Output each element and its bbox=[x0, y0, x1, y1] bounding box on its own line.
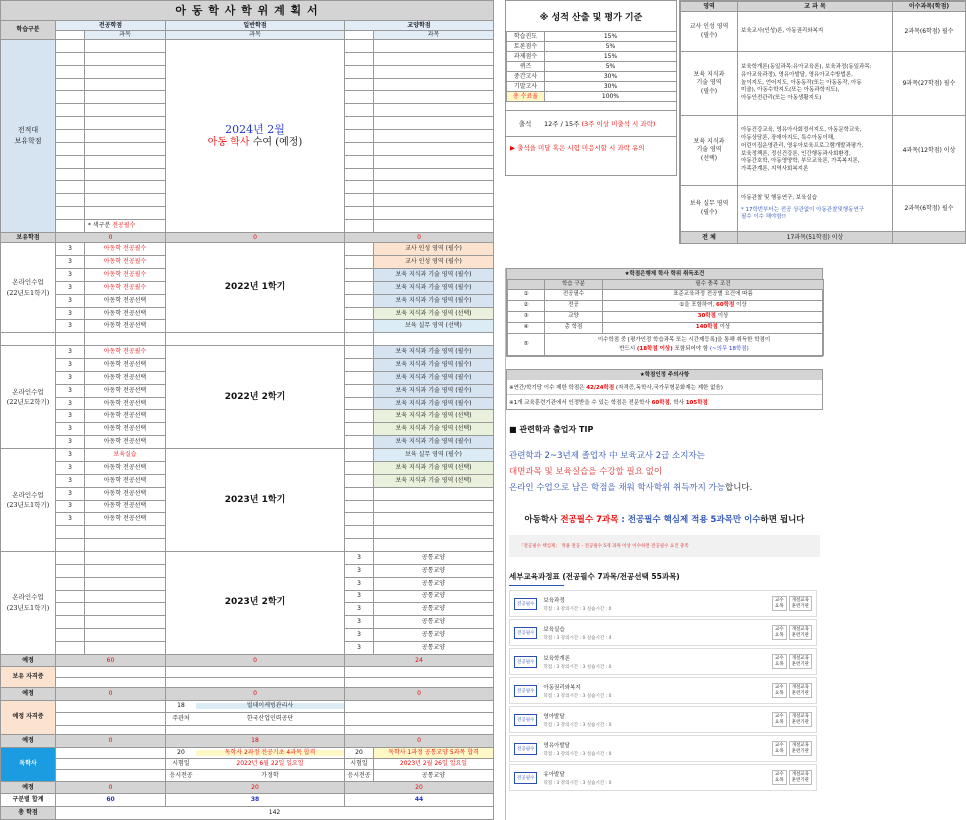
detail-course-item[interactable] bbox=[509, 706, 817, 733]
institutions-button[interactable]: 개설교육 훈련기관 bbox=[789, 654, 812, 669]
liberal-credit: 3 bbox=[345, 577, 374, 590]
syllabus-button[interactable]: 교수 요목 bbox=[772, 741, 787, 756]
liberal-credit bbox=[345, 526, 374, 539]
liberal-credit bbox=[345, 243, 374, 256]
curriculum-subjects: 아동관찰 및 행동연구, 보육실습 * 17학번부터는 전공 상관없이 아동관찰및행동연구 필수 이수 해야함!! bbox=[738, 186, 893, 232]
caution-line-2: ※1개 교육훈련기관에서 인정받을 수 있는 학점은 전문학사 60학점, 학사 105학점 bbox=[509, 400, 708, 406]
major-course: 아동학 전공필수 bbox=[85, 243, 166, 256]
liberal-course: 보육 지식과 기술 영역 (필수) bbox=[374, 359, 494, 372]
major-course: 아동학 전공선택 bbox=[85, 371, 166, 384]
major-credit bbox=[56, 577, 85, 590]
liberal-course: 보육 지식과 기술 영역 (필수) bbox=[374, 269, 494, 282]
major-course bbox=[85, 564, 166, 577]
major-credit: 3 bbox=[56, 359, 85, 372]
grading-row: 학습진도 15% bbox=[507, 32, 677, 42]
required-badge: 전공필수 bbox=[514, 598, 537, 610]
major-credit: 3 bbox=[56, 371, 85, 384]
cert-org: 한국산업인력공단 bbox=[246, 714, 294, 722]
degree-requirements bbox=[506, 268, 823, 357]
major-credit bbox=[56, 551, 85, 564]
cert-label: 예정 자격증 bbox=[1, 700, 56, 734]
total-row: 총 학점 142 bbox=[1, 806, 494, 819]
detail-course-item[interactable] bbox=[509, 648, 817, 675]
major-credit: 3 bbox=[56, 269, 85, 282]
col-group-header: 학습구분 bbox=[1, 21, 56, 40]
tip-summary: 아동학사 전공필수 7과목 : 전공필수 핵심제 적용 5과목만 이수하면 됩니다 bbox=[524, 515, 805, 525]
liberal-credit bbox=[345, 307, 374, 320]
institutions-button[interactable]: 개설교육 훈련기관 bbox=[789, 712, 812, 727]
major-course bbox=[85, 526, 166, 539]
major-credit: 3 bbox=[56, 449, 85, 462]
major-credit bbox=[56, 526, 85, 539]
expected-row-2: 예정 0 0 0 bbox=[1, 688, 494, 701]
major-course: 아동학 전공선택 bbox=[85, 384, 166, 397]
req-row: ⑤ 이수학점 중 [평가인정 학습과목 또는 시간제등록]을 통해 취득한 학점이 반드시 (18학점 이상) 포함되어야 함 (~의무 18학점) bbox=[508, 334, 824, 356]
subtotal-row: 구분별 합계 60 38 44 bbox=[1, 794, 494, 807]
course-row bbox=[1, 346, 494, 359]
institutions-button[interactable]: 개설교육 훈련기관 bbox=[789, 683, 812, 698]
held-cert-label: 보유 자격증 bbox=[1, 667, 56, 688]
liberal-credit bbox=[345, 256, 374, 269]
tip-section bbox=[506, 424, 823, 493]
hold-row: 보유학점 0 0 0 bbox=[1, 232, 494, 242]
major-credit: 3 bbox=[56, 256, 85, 269]
liberal-course: 보육 지식과 기술 영역 (선택) bbox=[374, 423, 494, 436]
course-name: 영유아발달 bbox=[543, 742, 570, 749]
liberal-credit bbox=[345, 436, 374, 449]
req-row: ① 전공필수 표준교육과정 전공별 요건에 따름 bbox=[508, 290, 824, 301]
liberal-course: 공통교양 bbox=[374, 641, 494, 654]
major-course bbox=[85, 577, 166, 590]
course-row bbox=[1, 449, 494, 462]
liberal-credit bbox=[345, 449, 374, 462]
liberal-course: 보육 지식과 기술 영역 (필수) bbox=[374, 436, 494, 449]
banner-year: 2024년 2월 bbox=[225, 122, 285, 136]
institutions-button[interactable]: 개설교육 훈련기관 bbox=[789, 741, 812, 756]
curriculum-subjects: 아동건강교육, 영유아사회정서지도, 아동문학교육, 아동상담론, 장애아지도, 특수아동이해, 어린이집운영관리, 영유아보육프로그램개발과평가, 보육정책론, 정신건강론, 인간행동과사회환경, 아동간호학, 아동영양학, 부모교육론, 가족복지론, 가족관계론, 지역사회복지론 bbox=[738, 116, 893, 186]
tip-title: ■ 관련학과 출업자 TIP bbox=[509, 425, 594, 434]
liberal-course: 보육 지식과 기술 영역 (선택) bbox=[374, 474, 494, 487]
major-course: 아동학 전공필수 bbox=[85, 281, 166, 294]
degree-banner: 2024년 2월 아동 학사 수여 (예정) bbox=[166, 40, 345, 233]
curriculum-note: * 17학번부터는 전공 상관없이 아동관찰및행동연구 필수 이수 해야함!! bbox=[741, 206, 865, 221]
major-course: 아동학 전공선택 bbox=[85, 320, 166, 333]
syllabus-button[interactable]: 교수 요목 bbox=[772, 596, 787, 611]
liberal-credit bbox=[345, 384, 374, 397]
liberal-course: 공통교양 bbox=[374, 551, 494, 564]
institutions-button[interactable]: 개설교육 훈련기관 bbox=[789, 596, 812, 611]
liberal-course: 보육 지식과 기술 영역 (필수) bbox=[374, 294, 494, 307]
curriculum-grid: 영역 교 과 목 이수과목(학점) 교사 인성 영역 (필수) 보육교사(인성)론, 아동권리와복지 2과목(6학점) 필수 보육 지식과 기술 영역 (필수) 보육학개론(동일과목:유아교육론), 보육과정(동일과목: 유아교육과정), 영유아발달, 영유아교수방법론, 놀이지도, 언어지도, 아동동작(또는 아동동작, 아동 미술), 아동수학지도(또는 아동과학지도), 아동안전관리(또는 아동생활지도) 9과목(27학점) 필수 보육 지식과 기술 영역 (선택) 아동건강교육, 영유아사회정서지도, 아동문학교육, 아동상담론, 장애아지도, 특수아동이해, 어린이집운영관리, 영유아보육프로그램개발과평가, 보육정책론, 정신건강론, 인간행동과사회환경, 아동간호학, 아동영양학, 부모교육론, 가족복지론, 가족관계론, 지역사회복지론 4과목(12학점) 이상 보육 실무 영역 (필수) 아동관찰 및 행동연구, 보육실습 * 17학번부터는 전공 상관없이 아동관찰및행동연구 필수 이수 해야함!! 2과목(6학점) 필수 전 체 17과목(51학점) 이상 bbox=[680, 1, 966, 244]
grading-row: 총 수료율 100% bbox=[507, 92, 677, 102]
course-meta: 학점 : 3 강의시간 : 3 실습시간 : 0 bbox=[543, 606, 612, 612]
course-meta: 학점 : 3 강의시간 : 0 실습시간 : 4 bbox=[543, 635, 612, 641]
curriculum-area: 교사 인성 영역 (필수) bbox=[681, 12, 738, 52]
major-course: 아동학 전공선택 bbox=[85, 410, 166, 423]
liberal-course: 보육 지식과 기술 영역 (필수) bbox=[374, 397, 494, 410]
tip-line-1: 관련학과 2~3년제 졸업자 中 보육교사 2급 소지자는 bbox=[509, 451, 705, 461]
syllabus-button[interactable]: 교수 요목 bbox=[772, 654, 787, 669]
liberal-credit bbox=[345, 513, 374, 526]
col-major-header: 전공학점 bbox=[56, 21, 166, 31]
expected-row-1: 예정 60 0 24 bbox=[1, 654, 494, 667]
curriculum-row bbox=[681, 52, 966, 116]
major-course bbox=[85, 616, 166, 629]
liberal-credit bbox=[345, 539, 374, 552]
major-credit: 3 bbox=[56, 474, 85, 487]
grading-warning: ▶ 출석을 미달 혹은 시험 미응시할 시 과락 유의 bbox=[506, 136, 676, 158]
major-course: 아동학 전공선택 bbox=[85, 307, 166, 320]
major-credit: 3 bbox=[56, 320, 85, 333]
required-badge: 전공필수 bbox=[514, 714, 537, 726]
liberal-credit bbox=[345, 410, 374, 423]
semester-label: 온라인수업 (23년도1학기) bbox=[1, 449, 56, 552]
detail-title: 세부교육과정표 (전공필수 7과목/전공선택 55과목) bbox=[509, 572, 680, 581]
major-course: 아동학 전공선택 bbox=[85, 294, 166, 307]
major-course bbox=[85, 590, 166, 603]
detail-course-item[interactable] bbox=[509, 764, 817, 791]
semester-term: 2022년 2학기 bbox=[166, 346, 345, 449]
major-course: 아동학 전공선택 bbox=[85, 436, 166, 449]
course-meta: 학점 : 3 강의시간 : 3 실습시간 : 0 bbox=[543, 751, 612, 757]
major-credit bbox=[56, 603, 85, 616]
tip-line-3: 온라인 수업으로 남은 학점을 채워 학사학위 취득까지 가능합니다. bbox=[509, 483, 753, 493]
curriculum-area: 보육 지식과 기술 영역 (필수) bbox=[681, 52, 738, 116]
liberal-credit bbox=[345, 320, 374, 333]
major-credit: 3 bbox=[56, 436, 85, 449]
major-credit: 3 bbox=[56, 281, 85, 294]
detail-course-list bbox=[509, 590, 817, 791]
major-course: 아동학 전공선택 bbox=[85, 397, 166, 410]
detail-course-item[interactable] bbox=[509, 590, 817, 617]
cert-name: 빌데이케빙관리사 bbox=[196, 703, 344, 709]
course-row bbox=[1, 243, 494, 256]
liberal-course: 공통교양 bbox=[374, 629, 494, 642]
caution-title: ★학점인정 주의사항 bbox=[507, 370, 822, 380]
attendance-row bbox=[506, 110, 676, 136]
major-course: 아동학 전공필수 bbox=[85, 269, 166, 282]
curriculum-subjects: 보육교사(인성)론, 아동권리와복지 bbox=[738, 12, 893, 52]
liberal-course: 보육 지식과 기술 영역 (필수) bbox=[374, 384, 494, 397]
col-course: 과목 bbox=[85, 31, 166, 40]
curriculum-row bbox=[681, 12, 966, 52]
course-meta: 학점 : 3 강의시간 : 3 실습시간 : 0 bbox=[543, 664, 612, 670]
col-course: 과목 bbox=[166, 31, 345, 40]
liberal-course: 보육 지식과 기술 영역 (필수) bbox=[374, 371, 494, 384]
liberal-course: 공통교양 bbox=[374, 616, 494, 629]
liberal-credit: 3 bbox=[345, 551, 374, 564]
req-row: ③ 교양 30학점 이상 bbox=[508, 312, 824, 323]
tip-line-2: 대면과목 및 보육실습을 수강할 필요 없이 bbox=[509, 467, 663, 477]
detail-course-item[interactable] bbox=[509, 677, 817, 704]
degree-plan-table: 아 동 학 사 학 위 계 획 서 학습구분 전공학점 일반학점 교양학점 과목 과목 과목 전적대 보유학점 2024년 2월 아동 학사 수여 (예정) * 색구분 전공필수 보유학점 0 0 0 온라인수업 (22년도1학기) 3 아동학 전공필수 2022년 1학기 교사 인성 영역 (필수) 3 아동학 전공필수 교사 인성 영역 (필수) 3 아동학 전공필수 보육 지식과 기술 영역 (필수) 3 아동학 전공필수 보육 지식과 기술 영역 (필수) 3 아동학 전공선택 보육 지식과 기술 영역 (필수) 3 아동학 전공선택 보육 지식과 기술 영역 (선택) 3 아동학 전공선택 보육 실무 영역 (선택) 온라인수업 (22년도2학기) 3 아동학 전공필수 2022년 2학기 보육 지식과 기술 영역 (필수) 3 아동학 전공선택 보육 지식과 기술 영역 (필수) 3 아동학 전공선택 보육 지식과 기술 영역 (필수) 3 아동학 전공선택 보육 지식과 기술 영역 (필수) 3 아동학 전공선택 보육 지식과 기술 영역 (필수) 3 아동학 전공선택 보육 지식과 기술 영역 (선택) 3 아동학 전공선택 보육 지식과 기술 영역 (선택) 3 아동학 전공선택 보육 지식과 기술 영역 (필수) 온라인수업 (23년도1학기) 3 보육실습 2023년 1학기 보육 실무 영역 (필수) 3 아동학 전공선택 보육 지식과 기술 영역 (선택) 3 아동학 전공선택 보육 지식과 기술 영역 (선택) 3 아동학 전공선택 3 아동학 전공선택 3 아동학 전공선택 온라인수업 (23년도1학기) 2023년 2학기 3 공통교양 3 공통교양 3 공통교양 3 공통교양 3 공통교양 3 공통교양 3 공통교양 3 공통교양 예정 60 0 24 보유 자격증 예정 0 0 0 예정 자격증 18 빌데이케빙관리사 주관처 한국산업인력공단 예정 0 18 0 독학사 20 독학사 2과정 전공기초 4과목 합격 20 독학사 1과정 공통교양 5과목 합격 시험일 2022년 6월 22일 일요일 시험일 2023년 2월 26일 일요일 응시전공 가정학 응시전공 공통교양 예정 0 20 20 구분별 합계 60 38 44 총 학점 142 bbox=[0, 0, 494, 820]
col-course: 과목 bbox=[374, 31, 494, 40]
curriculum-row bbox=[681, 116, 966, 186]
liberal-course: 보육 지식과 기술 영역 (선택) bbox=[374, 461, 494, 474]
col-liberal-header: 교양학점 bbox=[345, 21, 494, 31]
major-credit bbox=[56, 616, 85, 629]
retained-credits-label: 전적대 보유학점 bbox=[1, 40, 56, 233]
curriculum-area: 보육 지식과 기술 영역 (선택) bbox=[681, 116, 738, 186]
detail-course-item[interactable] bbox=[509, 735, 817, 762]
liberal-credit bbox=[345, 423, 374, 436]
grading-row: 퀴즈 5% bbox=[507, 62, 677, 72]
liberal-credit: 3 bbox=[345, 590, 374, 603]
syllabus-button[interactable]: 교수 요목 bbox=[772, 770, 787, 785]
major-course: 보육실습 bbox=[85, 449, 166, 462]
major-course bbox=[85, 641, 166, 654]
liberal-course: 보육 지식과 기술 영역 (필수) bbox=[374, 281, 494, 294]
curriculum-credits: 4과목(12학점) 이상 bbox=[893, 116, 966, 186]
liberal-credit bbox=[345, 346, 374, 359]
major-credit bbox=[56, 590, 85, 603]
curriculum-area: 보육 실무 영역 (필수) bbox=[681, 186, 738, 232]
liberal-credit bbox=[345, 397, 374, 410]
liberal-credit bbox=[345, 294, 374, 307]
syllabus-button[interactable]: 교수 요목 bbox=[772, 712, 787, 727]
major-credit: 3 bbox=[56, 423, 85, 436]
major-credit bbox=[56, 539, 85, 552]
major-course: 아동학 전공필수 bbox=[85, 346, 166, 359]
curriculum-header: 영역 bbox=[681, 2, 738, 12]
course-name: 유아발달 bbox=[543, 771, 565, 778]
curriculum-row bbox=[681, 186, 966, 232]
tip-note: 「전공필수 핵심제」 적용 전공 - 전공필수 5개 과목 이상 이수하면 전공필수 요건 충족 bbox=[509, 535, 820, 557]
liberal-course: 교사 인성 영역 (필수) bbox=[374, 256, 494, 269]
major-credit: 3 bbox=[56, 294, 85, 307]
major-course bbox=[85, 629, 166, 642]
required-badge: 전공필수 bbox=[514, 743, 537, 755]
grading-row: 과제점수 15% bbox=[507, 52, 677, 62]
course-name: 영아발달 bbox=[543, 713, 565, 720]
course-meta: 학점 : 3 강의시간 : 3 실습시간 : 0 bbox=[543, 722, 612, 728]
course-name: 보육과정 bbox=[543, 597, 565, 604]
major-credit bbox=[56, 564, 85, 577]
major-credit: 3 bbox=[56, 307, 85, 320]
req-row: ④ 총 학점 140학점 이상 bbox=[508, 323, 824, 334]
dokhaksa-label: 독학사 bbox=[1, 747, 56, 781]
major-credit: 3 bbox=[56, 397, 85, 410]
institutions-button[interactable]: 개설교육 훈련기관 bbox=[789, 770, 812, 785]
curriculum-subjects: 보육학개론(동일과목:유아교육론), 보육과정(동일과목: 유아교육과정), 영유아발달, 영유아교수방법론, 놀이지도, 언어지도, 아동동작(또는 아동동작, 아동 미술), 아동수학지도(또는 아동과학지도), 아동안전관리(또는 아동생활지도) bbox=[738, 52, 893, 116]
syllabus-button[interactable]: 교수 요목 bbox=[772, 683, 787, 698]
required-badge: 전공필수 bbox=[514, 656, 537, 668]
grading-title: ※ 성적 산출 및 평가 기준 bbox=[539, 12, 643, 23]
course-row bbox=[1, 551, 494, 564]
course-name: 보육학개론 bbox=[543, 655, 570, 662]
major-credit: 3 bbox=[56, 487, 85, 500]
liberal-course bbox=[374, 539, 494, 552]
detail-title-underline bbox=[509, 585, 564, 586]
liberal-credit: 3 bbox=[345, 616, 374, 629]
major-course: 아동학 전공필수 bbox=[85, 256, 166, 269]
grading-row: 기말고사 30% bbox=[507, 82, 677, 92]
liberal-credit bbox=[345, 281, 374, 294]
req-table: 학습 구분 필수 충족 조건 ① 전공필수 표준교육과정 전공별 요건에 따름 ② 전공 ①을 포함하여, 60학점 이상 ③ 교양 30학점 이상 ④ 총 학점 140학점 이상 ⑤ 이수학점 중 [평가인정 학습과목 또는 시간제등록]을 통해 취득한 학점이 반드시 (18학점 이상) 포함되어야 함 (~의무 18학점) bbox=[507, 279, 824, 356]
major-credit: 3 bbox=[56, 410, 85, 423]
liberal-course: 보육 실무 영역 (선택) bbox=[374, 320, 494, 333]
liberal-course: 보육 실무 영역 (필수) bbox=[374, 449, 494, 462]
caution-line-1: ※연간/학기당 이수 제한 학점은 42/24학점 (자격증,독학사,국가무형문화재는 제한 없음) bbox=[507, 380, 822, 395]
course-name: 아동권리와복지 bbox=[543, 684, 581, 691]
liberal-course: 공통교양 bbox=[374, 590, 494, 603]
attendance-label: 출석 bbox=[518, 120, 532, 128]
major-credit: 3 bbox=[56, 500, 85, 513]
curriculum-table bbox=[679, 0, 966, 244]
major-course bbox=[85, 539, 166, 552]
liberal-credit: 3 bbox=[345, 603, 374, 616]
major-credit bbox=[56, 629, 85, 642]
grading-row: 중간고사 30% bbox=[507, 72, 677, 82]
col-general-header: 일반학점 bbox=[166, 21, 345, 31]
course-name: 보육실습 bbox=[543, 626, 565, 633]
liberal-credit bbox=[345, 461, 374, 474]
detail-course-item[interactable] bbox=[509, 619, 817, 646]
curriculum-credits: 2과목(6학점) 필수 bbox=[893, 12, 966, 52]
liberal-credit: 3 bbox=[345, 564, 374, 577]
expected-row-3: 예정 0 18 0 bbox=[1, 735, 494, 748]
required-badge: 전공필수 bbox=[514, 772, 537, 784]
major-course: 아동학 전공선택 bbox=[85, 513, 166, 526]
req-title: ★학점은행제 학사 학위 취득조건 bbox=[507, 269, 822, 279]
liberal-credit bbox=[345, 474, 374, 487]
req-row: ② 전공 ①을 포함하여, 60학점 이상 bbox=[508, 301, 824, 312]
liberal-credit: 3 bbox=[345, 629, 374, 642]
major-course: 아동학 전공선택 bbox=[85, 359, 166, 372]
grading-criteria bbox=[505, 0, 677, 176]
major-credit: 3 bbox=[56, 384, 85, 397]
grading-table bbox=[506, 31, 677, 102]
major-course bbox=[85, 603, 166, 616]
liberal-course bbox=[374, 487, 494, 500]
course-meta: 학점 : 3 강의시간 : 3 실습시간 : 0 bbox=[543, 693, 612, 699]
liberal-course: 보육 지식과 기술 영역 (선택) bbox=[374, 307, 494, 320]
semester-term: 2023년 1학기 bbox=[166, 449, 345, 552]
major-credit: 3 bbox=[56, 346, 85, 359]
semester-label: 온라인수업 (22년도1학기) bbox=[1, 243, 56, 333]
semester-label: 온라인수업 (22년도2학기) bbox=[1, 346, 56, 449]
attendance-value: 12주 / 15주 bbox=[544, 120, 580, 128]
attendance-note: (3주 이상 미출석 시 과락) bbox=[581, 120, 656, 128]
liberal-credit bbox=[345, 371, 374, 384]
major-course: 아동학 전공선택 bbox=[85, 487, 166, 500]
expected-row-4: 예정 0 20 20 bbox=[1, 781, 494, 794]
liberal-course: 공통교양 bbox=[374, 603, 494, 616]
liberal-course bbox=[374, 526, 494, 539]
course-meta: 학점 : 3 강의시간 : 3 실습시간 : 0 bbox=[543, 780, 612, 786]
semester-term: 2022년 1학기 bbox=[166, 243, 345, 333]
liberal-credit: 3 bbox=[345, 641, 374, 654]
liberal-course: 교사 인성 영역 (필수) bbox=[374, 243, 494, 256]
curriculum-credits: 2과목(6학점) 필수 bbox=[893, 186, 966, 232]
liberal-course bbox=[374, 513, 494, 526]
liberal-course: 공통교양 bbox=[374, 564, 494, 577]
liberal-credit bbox=[345, 500, 374, 513]
liberal-course: 보육 지식과 기술 영역 (필수) bbox=[374, 346, 494, 359]
major-credit: 3 bbox=[56, 243, 85, 256]
liberal-course bbox=[374, 500, 494, 513]
semester-label: 온라인수업 (23년도1학기) bbox=[1, 551, 56, 654]
curriculum-header: 교 과 목 bbox=[738, 2, 893, 12]
curriculum-header: 이수과목(학점) bbox=[893, 2, 966, 12]
major-course: 아동학 전공선택 bbox=[85, 461, 166, 474]
major-credit bbox=[56, 641, 85, 654]
major-credit: 3 bbox=[56, 513, 85, 526]
liberal-course: 공통교양 bbox=[374, 577, 494, 590]
major-course bbox=[85, 551, 166, 564]
plan-title: 아 동 학 사 학 위 계 획 서 bbox=[1, 1, 494, 21]
liberal-credit bbox=[345, 269, 374, 282]
liberal-credit bbox=[345, 359, 374, 372]
liberal-course: 보육 지식과 기술 영역 (선택) bbox=[374, 410, 494, 423]
required-badge: 전공필수 bbox=[514, 685, 537, 697]
major-course: 아동학 전공선택 bbox=[85, 500, 166, 513]
liberal-credit bbox=[345, 487, 374, 500]
color-legend-note: * 색구분 전공필수 bbox=[85, 220, 166, 233]
major-course: 아동학 전공선택 bbox=[85, 423, 166, 436]
right-panel bbox=[505, 268, 823, 820]
major-course: 아동학 전공선택 bbox=[85, 474, 166, 487]
curriculum-credits: 9과목(27학점) 필수 bbox=[893, 52, 966, 116]
semester-term: 2023년 2학기 bbox=[166, 551, 345, 654]
grading-row: 토론점수 5% bbox=[507, 42, 677, 52]
institutions-button[interactable]: 개설교육 훈련기관 bbox=[789, 625, 812, 640]
syllabus-button[interactable]: 교수 요목 bbox=[772, 625, 787, 640]
required-badge: 전공필수 bbox=[514, 627, 537, 639]
credit-caution bbox=[506, 369, 823, 410]
major-credit: 3 bbox=[56, 461, 85, 474]
